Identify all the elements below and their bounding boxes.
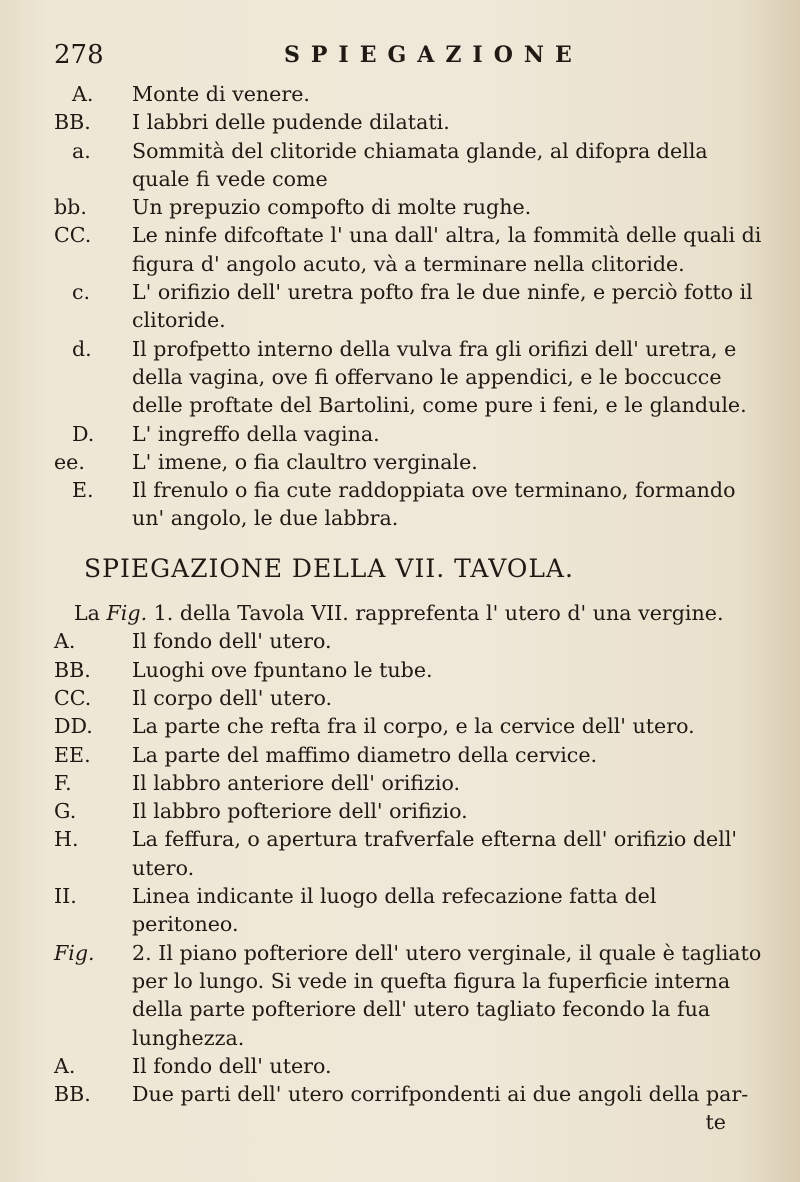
legend-entry <box>54 741 766 769</box>
legend-entry <box>54 797 766 825</box>
legend-entry <box>54 335 766 420</box>
legend-label: a. <box>72 138 91 163</box>
page-header <box>54 40 754 74</box>
legend-text: Il fondo dell' utero. <box>132 1053 332 1078</box>
page-body <box>54 80 766 1137</box>
legend-list-2 <box>54 599 766 1137</box>
legend-entry <box>54 108 766 136</box>
legend-label: E. <box>72 478 94 503</box>
legend-text: Due parti dell' utero corrifpondenti ai due angoli della par- <box>132 1082 749 1107</box>
fig-label: Fig. <box>54 940 95 965</box>
legend-label: A. <box>54 1053 76 1078</box>
intro-prefix: La <box>74 601 100 626</box>
legend-label: d. <box>72 336 92 361</box>
legend-label: DD. <box>54 714 93 739</box>
legend-label: BB. <box>54 1082 91 1107</box>
legend-entry <box>54 882 766 939</box>
legend-entry <box>54 1080 766 1108</box>
legend-label: A. <box>72 82 94 106</box>
legend-label: BB. <box>54 657 91 682</box>
legend-label: G. <box>54 799 77 824</box>
legend-list-1 <box>54 80 766 533</box>
legend-entry <box>54 825 766 882</box>
legend-text: La feffura, o apertura trafverfale efterna dell' orifizio dell' utero. <box>132 827 738 880</box>
legend-entry <box>54 627 766 655</box>
page-number: 278 <box>54 40 104 70</box>
legend-label: D. <box>72 421 95 446</box>
legend-text: I labbri delle pudende dilatati. <box>132 110 450 135</box>
legend-text: Il labbro pofteriore dell' orifizio. <box>132 799 468 824</box>
legend-entry <box>54 684 766 712</box>
legend-text: L' imene, o fia claultro verginale. <box>132 449 478 474</box>
legend-label: F. <box>54 770 72 795</box>
legend-label: EE. <box>54 742 91 767</box>
legend-entry <box>54 420 766 448</box>
legend-text: Il corpo dell' utero. <box>132 685 333 710</box>
legend-text: Monte di venere. <box>132 82 310 106</box>
legend-label: A. <box>54 629 76 654</box>
running-head: SPIEGAZIONE <box>284 42 583 68</box>
legend-entry <box>54 221 766 278</box>
legend-text: Il frenulo o fia cute raddoppiata ove terminano, formando un' angolo, le due labbra. <box>132 478 736 531</box>
legend-text: Linea indicante il luogo della refecazione fatta del peritoneo. <box>132 884 657 937</box>
legend-entry <box>54 712 766 740</box>
legend-entry <box>54 656 766 684</box>
legend-text: Il profpetto interno della vulva fra gli orifizi dell' uretra, e della vagina, ove fi offervano le appendici, e le boccucce delle proftate del Bartolini, come pure i feni, e le glandule. <box>132 336 747 418</box>
section-heading: SPIEGAZIONE DELLA VII. TAVOLA. <box>84 553 574 583</box>
catchword: te <box>705 1110 726 1135</box>
legend-entry <box>54 278 766 335</box>
legend-text: La parte che refta fra il corpo, e la cervice dell' utero. <box>132 714 695 739</box>
figure-intro <box>54 599 766 627</box>
legend-text: Le ninfe difcoftate l' una dall' altra, la fommità delle quali di figura d' angolo acuto, và a terminare nella clitoride. <box>132 223 762 276</box>
legend-entry <box>54 769 766 797</box>
legend-text: Un prepuzio compofto di molte rughe. <box>132 195 532 220</box>
legend-entry <box>54 1052 766 1080</box>
legend-label: c. <box>72 280 91 305</box>
legend-entry <box>54 137 766 194</box>
fig-label: Fig. <box>106 601 148 626</box>
legend-text: L' orifizio dell' uretra pofto fra le due ninfe, e perciò fotto il clitoride. <box>132 280 753 333</box>
legend-text: Il labbro anteriore dell' orifizio. <box>132 770 461 795</box>
legend-entry <box>54 80 766 108</box>
legend-label: H. <box>54 827 79 852</box>
legend-label: II. <box>54 884 77 909</box>
legend-entry <box>54 476 766 533</box>
legend-label: CC. <box>54 223 92 248</box>
legend-label: BB. <box>54 110 91 135</box>
legend-text: Sommità del clitoride chiamata glande, al difopra della quale fi vede come <box>132 138 708 191</box>
legend-label: bb. <box>54 195 87 220</box>
legend-text: La parte del maffimo diametro della cervice. <box>132 742 598 767</box>
legend-text: L' ingreffo della vagina. <box>132 421 380 446</box>
legend-label: CC. <box>54 685 92 710</box>
legend-label: ee. <box>54 449 85 474</box>
legend-text: Luoghi ove fpuntano le tube. <box>132 657 433 682</box>
intro-text: 1. della Tavola VII. rapprefenta l' utero d' una vergine. <box>153 601 724 626</box>
figure-2-entry <box>54 939 766 1052</box>
legend-text: Il fondo dell' utero. <box>132 629 332 654</box>
legend-entry <box>54 193 766 221</box>
legend-entry <box>54 448 766 476</box>
figure-2-text: 2. Il piano pofteriore dell' utero verginale, il quale è tagliato per lo lungo. Si vede in quefta figura la fuperficie interna della parte pofteriore dell' utero tagliato fecondo la fua lunghezza. <box>132 940 762 1050</box>
